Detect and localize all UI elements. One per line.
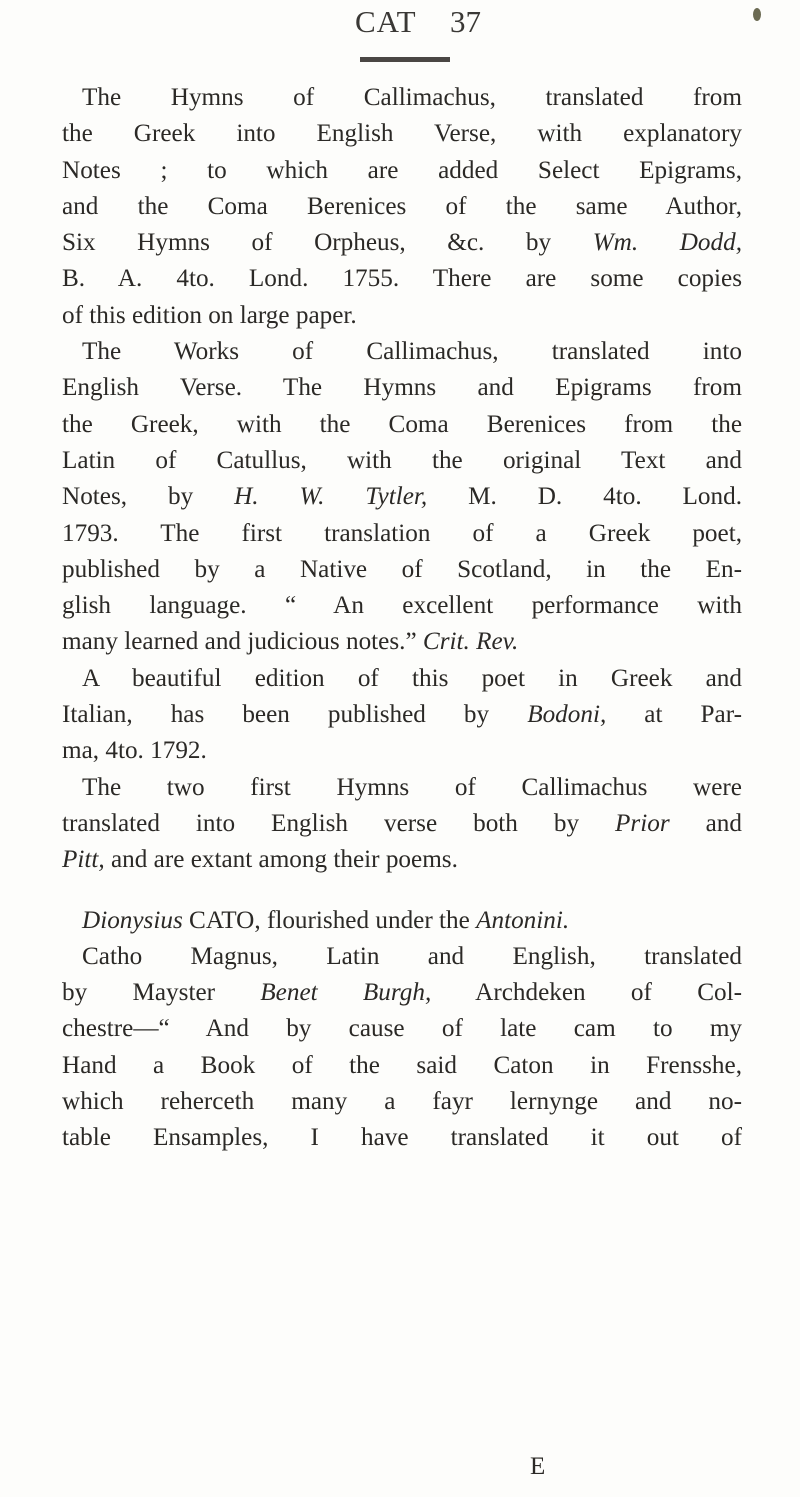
text-run: Hand a Book of the said Caton in Frensshe, xyxy=(62,1051,742,1079)
text-line xyxy=(62,407,742,443)
text-line xyxy=(62,842,742,878)
text-run: table Ensamples, I have translated it out of xyxy=(62,1124,742,1152)
text-line xyxy=(62,588,742,624)
text-line xyxy=(62,1048,742,1084)
text-line xyxy=(62,975,742,1011)
text-line xyxy=(62,370,742,406)
entry-dionysius-cato xyxy=(62,903,742,939)
text-line xyxy=(62,1084,742,1120)
source-citation: Crit. Rev. xyxy=(422,628,519,656)
text-run: published by a Native of Scotland, in the En- xyxy=(62,555,742,583)
text-line xyxy=(62,552,742,588)
text-run: chestre—“ And by cause of late cam to my xyxy=(62,1015,742,1043)
text-run: at Par- xyxy=(606,701,743,729)
text-run: English Verse. The Hymns and Epigrams from xyxy=(62,374,742,402)
entry-catho-magnus xyxy=(62,939,742,1157)
publisher-name: Bodoni, xyxy=(527,701,607,729)
era-name: Antonini. xyxy=(476,906,570,934)
text-line xyxy=(62,116,742,152)
text-line xyxy=(62,770,742,806)
author-name: Prior xyxy=(615,809,670,837)
text-line xyxy=(62,733,742,769)
text-line xyxy=(62,80,742,116)
text-line xyxy=(62,624,742,660)
author-name: Wm. Dodd, xyxy=(592,229,742,257)
text-run: by Mayster xyxy=(62,979,261,1007)
text-run: Archdeken of Col- xyxy=(431,979,742,1007)
text-line xyxy=(62,261,742,297)
text-run: of this edition on large paper. xyxy=(62,301,357,329)
ink-spot xyxy=(753,8,761,21)
catchword: E xyxy=(530,1453,546,1480)
author-name: H. W. Tytler, xyxy=(234,483,428,511)
header-rule xyxy=(360,57,450,62)
text-line xyxy=(62,443,742,479)
text-line xyxy=(62,334,742,370)
text-run: translated into English verse both by xyxy=(62,809,616,837)
entry-prior-pitt xyxy=(62,770,742,879)
text-run: and the Coma Berenices of the same Author, xyxy=(62,192,742,220)
text-line xyxy=(62,153,742,189)
entry-works-tytler xyxy=(62,334,742,661)
text-run: Notes ; to which are added Select Epigrams, xyxy=(62,156,742,184)
text-run: ma, 4to. 1792. xyxy=(62,737,207,765)
text-run: and xyxy=(669,809,742,837)
author-name: Pitt, xyxy=(62,846,105,874)
text-line xyxy=(62,939,742,975)
text-line xyxy=(62,1120,742,1156)
text-run: Latin of Catullus, with the original Text and xyxy=(62,446,742,474)
text-line xyxy=(62,697,742,733)
text-line xyxy=(62,298,742,334)
body-text xyxy=(62,80,742,1157)
page-number: 37 xyxy=(450,4,481,39)
entry-bodoni-edition xyxy=(62,661,742,770)
text-line xyxy=(62,189,742,225)
running-head: CAT xyxy=(355,4,417,39)
text-run: The Works of Callimachus, translated into xyxy=(82,338,742,366)
text-run: B. A. 4to. Lond. 1755. There are some copies xyxy=(62,265,742,293)
text-run: many learned and judicious notes.” xyxy=(62,628,423,656)
text-run: Six Hymns of Orpheus, &c. by xyxy=(62,229,593,257)
text-run: the Greek into English Verse, with explanatory xyxy=(62,120,742,148)
text-run: the Greek, with the Coma Berenices from the xyxy=(62,410,742,438)
text-run: Italian, has been published by xyxy=(62,701,528,729)
text-run: and are extant among their poems. xyxy=(104,846,458,874)
text-run: Notes, by xyxy=(62,483,235,511)
text-run: CATO, flourished under the xyxy=(182,906,477,934)
author-name: Dionysius xyxy=(82,906,183,934)
text-line xyxy=(62,806,742,842)
text-line xyxy=(62,903,742,939)
entry-hymns-dodd xyxy=(62,80,742,334)
text-run: 1793. The first translation of a Greek poet, xyxy=(62,519,742,547)
text-run: The Hymns of Callimachus, translated from xyxy=(82,84,742,111)
text-run: M. D. 4to. Lond. xyxy=(427,483,742,511)
text-line xyxy=(62,1011,742,1047)
text-run: glish language. “ An excellent performance with xyxy=(62,592,742,620)
text-run: A beautiful edition of this poet in Greek and xyxy=(82,664,742,692)
text-line xyxy=(62,479,742,515)
text-line xyxy=(62,661,742,697)
page-header xyxy=(60,4,760,48)
text-run: The two first Hymns of Callimachus were xyxy=(82,773,742,801)
text-run: which reherceth many a fayr lernynge and no- xyxy=(62,1088,742,1116)
translator-name: Benet Burgh, xyxy=(260,979,432,1007)
text-run: Catho Magnus, Latin and English, translated xyxy=(82,942,742,970)
text-line xyxy=(62,225,742,261)
text-line xyxy=(62,516,742,552)
